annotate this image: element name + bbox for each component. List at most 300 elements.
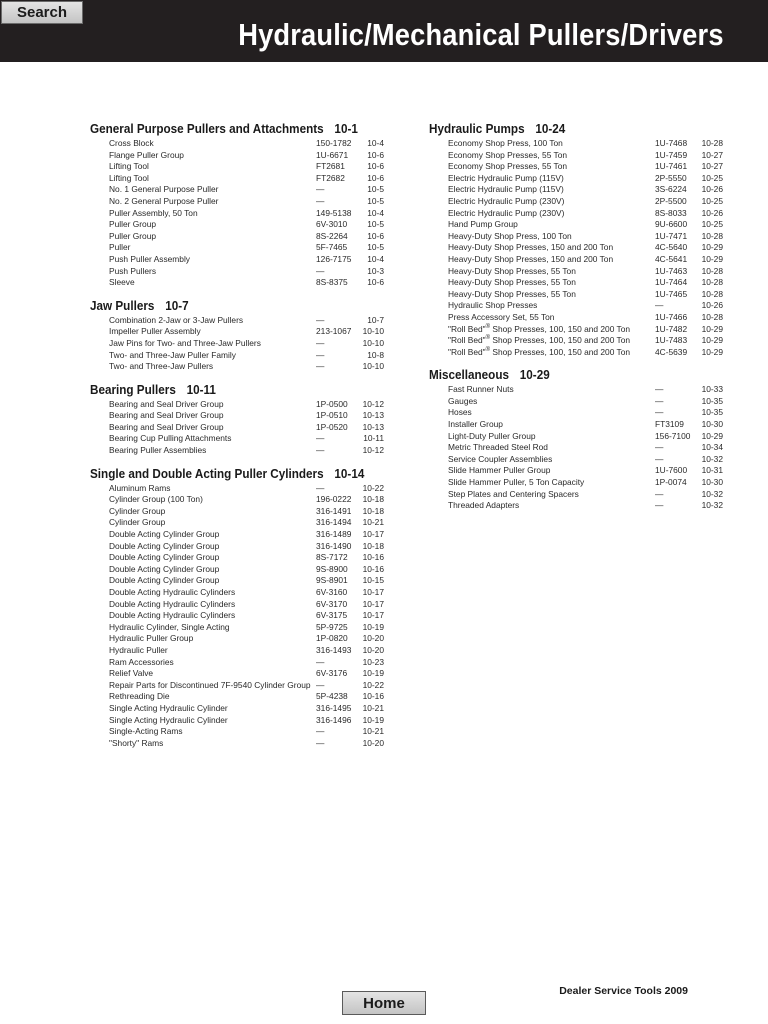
- item-page-ref[interactable]: 10-6: [367, 172, 384, 183]
- list-item[interactable]: [90, 350, 384, 362]
- section-items: [429, 138, 729, 358]
- item-part-number: 150-1782: [316, 138, 352, 148]
- item-page-ref[interactable]: 10-22: [362, 482, 384, 493]
- list-item[interactable]: [90, 361, 384, 373]
- item-name: Push Pullers: [109, 265, 157, 276]
- item-page-ref[interactable]: 10-13: [362, 410, 384, 421]
- item-name: Lifting Tool: [109, 161, 149, 172]
- item-page-ref[interactable]: 10-23: [362, 656, 384, 667]
- section-page-ref[interactable]: 10-29: [519, 367, 550, 383]
- item-name: Double Acting Cylinder Group: [109, 563, 220, 574]
- list-item[interactable]: [90, 483, 384, 495]
- item-page-ref[interactable]: 10-28: [701, 277, 723, 288]
- item-name: "Shorty" Rams: [109, 737, 164, 748]
- item-name: Economy Shop Presses, 55 Ton: [448, 149, 568, 160]
- item-part-number: —: [655, 407, 664, 418]
- list-item[interactable]: [429, 500, 723, 512]
- item-part-number: 8S-8033: [655, 207, 687, 218]
- list-item[interactable]: [90, 161, 384, 173]
- item-page-ref[interactable]: 10-22: [362, 679, 384, 690]
- item-name: Double Acting Hydraulic Cylinders: [109, 598, 236, 609]
- item-part-number: —: [316, 445, 325, 456]
- item-name: Cylinder Group: [109, 505, 166, 516]
- list-item[interactable]: [90, 517, 384, 529]
- item-name: Cross Block: [109, 138, 154, 148]
- item-part-number: 6V-3175: [316, 610, 348, 621]
- item-page-ref[interactable]: 10-29: [701, 335, 723, 346]
- item-page-ref[interactable]: 10-33: [701, 384, 723, 395]
- item-part-number: 4C-5640: [655, 242, 688, 253]
- item-name: Electric Hydraulic Pump (115V): [448, 184, 564, 195]
- item-part-number: 1U-7461: [655, 161, 688, 172]
- item-name: "Roll Bed"® Shop Presses, 100, 150 and 200 Ton: [448, 335, 631, 346]
- item-page-ref[interactable]: 10-17: [362, 587, 384, 597]
- list-item[interactable]: [90, 208, 384, 220]
- item-page-ref[interactable]: 10-4: [367, 253, 384, 264]
- item-name: Heavy-Duty Shop Presses, 150 and 200 Ton: [448, 253, 614, 264]
- item-name: Puller Assembly, 50 Ton: [109, 207, 198, 218]
- item-page-ref[interactable]: 10-30: [701, 477, 723, 488]
- item-part-number: 149-5138: [316, 207, 352, 218]
- item-part-number: 156-7100: [655, 430, 691, 441]
- item-part-number: —: [316, 679, 325, 690]
- list-item[interactable]: [90, 703, 384, 715]
- item-name: Press Accessory Set, 55 Ton: [448, 311, 555, 322]
- list-item[interactable]: [429, 324, 723, 336]
- item-page-ref[interactable]: 10-29: [701, 242, 723, 253]
- item-name: Cylinder Group (100 Ton): [109, 494, 203, 505]
- list-item[interactable]: [429, 407, 723, 419]
- list-item[interactable]: [90, 266, 384, 278]
- item-page-ref[interactable]: 10-19: [362, 668, 384, 679]
- item-name: Jaw Pins for Two- and Three-Jaw Pullers: [109, 337, 261, 348]
- item-page-ref[interactable]: 10-3: [367, 265, 384, 276]
- section-title: Single and Double Acting Puller Cylinders: [90, 465, 324, 481]
- item-page-ref[interactable]: 10-21: [362, 726, 384, 737]
- item-part-number: FT3109: [655, 419, 684, 430]
- list-item[interactable]: [429, 347, 723, 359]
- item-name: Single-Acting Rams: [109, 726, 183, 737]
- item-page-ref[interactable]: 10-11: [363, 433, 384, 444]
- footer-label: Dealer Service Tools 2009: [559, 985, 688, 997]
- item-page-ref[interactable]: 10-6: [367, 277, 384, 288]
- item-part-number: 3S-6224: [655, 184, 687, 195]
- item-page-ref[interactable]: 10-5: [367, 219, 384, 230]
- item-part-number: 1U-7471: [655, 230, 688, 241]
- list-item[interactable]: [90, 610, 384, 622]
- item-name: Aluminum Rams: [109, 482, 171, 493]
- section-miscellaneous: [429, 367, 729, 512]
- item-name: Hydraulic Cylinder, Single Acting: [109, 621, 230, 632]
- item-page-ref[interactable]: 10-8: [367, 349, 384, 360]
- item-part-number: 2P-5550: [655, 172, 687, 183]
- item-name: Heavy-Duty Shop Press, 100 Ton: [448, 230, 572, 241]
- list-item[interactable]: [90, 277, 384, 289]
- section-page-ref[interactable]: 10-24: [535, 121, 566, 136]
- item-part-number: 316-1495: [316, 702, 352, 713]
- section-title: Bearing Pullers: [90, 381, 176, 397]
- item-page-ref[interactable]: 10-27: [701, 161, 723, 172]
- item-part-number: —: [316, 656, 325, 667]
- item-name: Slide Hammer Puller, 5 Ton Capacity: [448, 477, 585, 488]
- item-part-number: 8S-8375: [316, 277, 348, 288]
- item-part-number: 1U-7466: [655, 311, 688, 322]
- item-page-ref[interactable]: 10-17: [362, 598, 384, 609]
- list-item[interactable]: [90, 173, 384, 185]
- list-item[interactable]: [90, 633, 384, 645]
- item-part-number: 1P-0520: [316, 421, 348, 432]
- list-item[interactable]: [429, 138, 723, 150]
- item-part-number: FT2682: [316, 172, 345, 183]
- section-page-ref[interactable]: 10-14: [334, 465, 365, 481]
- item-name: Single Acting Hydraulic Cylinder: [109, 714, 228, 725]
- item-part-number: 1U-7600: [655, 465, 688, 476]
- item-part-number: —: [316, 265, 325, 276]
- list-item[interactable]: [429, 289, 723, 301]
- item-part-number: 1U-7468: [655, 138, 688, 148]
- item-page-ref[interactable]: 10-28: [701, 265, 723, 276]
- list-item[interactable]: [90, 242, 384, 254]
- item-page-ref[interactable]: 10-20: [362, 737, 384, 748]
- item-page-ref[interactable]: 10-16: [362, 691, 384, 702]
- item-part-number: —: [316, 184, 325, 195]
- section-general-purpose-pullers-and-attachments: [90, 121, 390, 289]
- item-page-ref[interactable]: 10-29: [701, 253, 723, 264]
- item-part-number: —: [655, 442, 664, 453]
- item-part-number: 1P-0500: [316, 398, 348, 409]
- item-page-ref[interactable]: 10-17: [362, 610, 384, 621]
- list-item[interactable]: [429, 173, 723, 185]
- item-part-number: —: [655, 300, 664, 311]
- item-page-ref[interactable]: 10-6: [367, 149, 384, 160]
- item-page-ref[interactable]: 10-25: [701, 195, 723, 206]
- section-heading: [90, 465, 365, 482]
- item-part-number: 6V-3176: [316, 668, 348, 679]
- item-name: Metric Threaded Steel Rod: [448, 442, 548, 453]
- item-name: Double Acting Hydraulic Cylinders: [109, 610, 236, 621]
- item-part-number: 8S-7172: [316, 552, 348, 563]
- item-page-ref[interactable]: 10-7: [367, 314, 384, 325]
- item-part-number: 1U-7482: [655, 323, 688, 334]
- item-part-number: 5P-9725: [316, 621, 348, 632]
- item-part-number: 213-1067: [316, 326, 352, 337]
- list-item[interactable]: [90, 645, 384, 657]
- list-item[interactable]: [90, 494, 384, 506]
- item-name: Electric Hydraulic Pump (230V): [448, 195, 565, 206]
- item-part-number: —: [316, 433, 325, 444]
- list-item[interactable]: [429, 312, 723, 324]
- item-page-ref[interactable]: 10-10: [362, 361, 384, 372]
- item-page-ref[interactable]: 10-17: [362, 529, 384, 540]
- item-page-ref[interactable]: 10-12: [362, 445, 384, 456]
- list-item[interactable]: [90, 196, 384, 208]
- list-item[interactable]: [429, 477, 723, 489]
- list-item[interactable]: [90, 231, 384, 243]
- list-item[interactable]: [429, 489, 723, 501]
- item-part-number: 1U-7483: [655, 335, 688, 346]
- item-page-ref[interactable]: 10-5: [367, 195, 384, 206]
- section-heading: [429, 367, 699, 383]
- list-item[interactable]: [90, 622, 384, 634]
- item-part-number: 6V-3160: [316, 587, 348, 597]
- item-page-ref[interactable]: 10-16: [362, 552, 384, 563]
- item-page-ref[interactable]: 10-20: [362, 644, 384, 655]
- item-name: No. 1 General Purpose Puller: [109, 184, 219, 195]
- section-items: [90, 315, 390, 373]
- item-name: Heavy-Duty Shop Presses, 55 Ton: [448, 277, 576, 288]
- item-page-ref[interactable]: 10-29: [701, 430, 723, 441]
- item-name: Economy Shop Press, 100 Ton: [448, 138, 563, 148]
- item-name: Flange Puller Group: [109, 149, 184, 160]
- list-item[interactable]: [90, 668, 384, 680]
- list-item[interactable]: [429, 419, 723, 431]
- item-page-ref[interactable]: 10-32: [701, 453, 723, 464]
- item-name: Repair Parts for Discontinued 7F-9540 Cylinder Group: [109, 679, 311, 690]
- item-page-ref[interactable]: 10-32: [701, 500, 723, 511]
- item-part-number: 6V-3170: [316, 598, 348, 609]
- item-page-ref[interactable]: 10-4: [367, 207, 384, 218]
- search-button[interactable]: Search: [1, 1, 83, 24]
- item-page-ref[interactable]: 10-15: [362, 575, 384, 586]
- item-part-number: 196-0222: [316, 494, 352, 505]
- item-name: Hand Pump Group: [448, 219, 518, 230]
- item-part-number: —: [316, 726, 325, 737]
- list-item[interactable]: [90, 326, 384, 338]
- item-name: Combination 2-Jaw or 3-Jaw Pullers: [109, 314, 244, 325]
- item-name: Economy Shop Presses, 55 Ton: [448, 161, 568, 172]
- list-item[interactable]: [90, 410, 384, 422]
- item-part-number: 5F-7465: [316, 242, 348, 253]
- item-name: Gauges: [448, 395, 478, 406]
- item-name: No. 2 General Purpose Puller: [109, 195, 219, 206]
- item-name: Two- and Three-Jaw Pullers: [109, 361, 214, 372]
- item-page-ref[interactable]: 10-21: [362, 702, 384, 713]
- item-page-ref[interactable]: 10-20: [362, 633, 384, 644]
- section-page-ref[interactable]: 10-1: [334, 121, 358, 136]
- list-item[interactable]: [429, 242, 723, 254]
- item-name: Heavy-Duty Shop Presses, 55 Ton: [448, 288, 576, 299]
- item-name: Puller: [109, 242, 131, 253]
- list-item[interactable]: [429, 184, 723, 196]
- list-item[interactable]: [90, 587, 384, 599]
- list-item[interactable]: [90, 138, 384, 150]
- item-page-ref[interactable]: 10-28: [701, 230, 723, 241]
- list-item[interactable]: [429, 150, 723, 162]
- section-bearing-pullers: [90, 382, 390, 457]
- list-item[interactable]: [90, 552, 384, 564]
- list-item[interactable]: [429, 196, 723, 208]
- section-hydraulic-pumps: [429, 121, 729, 358]
- item-page-ref[interactable]: 10-19: [362, 621, 384, 632]
- item-page-ref[interactable]: 10-13: [362, 421, 384, 432]
- list-item[interactable]: [429, 442, 723, 454]
- item-part-number: —: [316, 337, 325, 348]
- section-heading: [90, 121, 360, 137]
- item-page-ref[interactable]: 10-26: [701, 207, 723, 218]
- item-name: Slide Hammer Puller Group: [448, 465, 551, 476]
- item-name: Impeller Puller Assembly: [109, 326, 201, 337]
- section-heading: [429, 121, 699, 137]
- item-page-ref[interactable]: 10-29: [701, 323, 723, 334]
- list-item[interactable]: [90, 680, 384, 692]
- item-page-ref[interactable]: 10-28: [701, 138, 723, 148]
- section-items: [90, 483, 390, 750]
- item-part-number: —: [655, 384, 664, 395]
- list-item[interactable]: [429, 254, 723, 266]
- list-item[interactable]: [429, 266, 723, 278]
- item-page-ref[interactable]: 10-16: [362, 563, 384, 574]
- item-page-ref[interactable]: 10-4: [367, 138, 384, 148]
- item-page-ref[interactable]: 10-35: [701, 407, 723, 418]
- item-page-ref[interactable]: 10-18: [362, 540, 384, 551]
- item-part-number: 1U-7463: [655, 265, 688, 276]
- item-part-number: 316-1489: [316, 529, 352, 540]
- item-part-number: 1U-7465: [655, 288, 688, 299]
- list-item[interactable]: [90, 219, 384, 231]
- item-part-number: —: [655, 453, 664, 464]
- list-item[interactable]: [429, 431, 723, 443]
- list-item[interactable]: [90, 529, 384, 541]
- item-name: Cylinder Group: [109, 517, 166, 528]
- item-page-ref[interactable]: 10-30: [701, 419, 723, 430]
- list-item[interactable]: [90, 254, 384, 266]
- list-item[interactable]: [429, 161, 723, 173]
- item-page-ref[interactable]: 10-25: [701, 172, 723, 183]
- section-heading: [90, 382, 360, 398]
- item-part-number: 4C-5641: [655, 253, 688, 264]
- item-page-ref[interactable]: 10-10: [362, 326, 384, 337]
- item-name: "Roll Bed"® Shop Presses, 100, 150 and 200 Ton: [448, 346, 631, 357]
- section-page-ref[interactable]: 10-7: [165, 297, 189, 313]
- item-part-number: —: [316, 737, 325, 748]
- item-part-number: 9U-6600: [655, 219, 688, 230]
- section-title: Miscellaneous: [429, 367, 509, 383]
- list-item[interactable]: [90, 726, 384, 738]
- item-page-ref[interactable]: 10-5: [367, 242, 384, 253]
- item-page-ref[interactable]: 10-25: [701, 219, 723, 230]
- item-page-ref[interactable]: 10-29: [701, 346, 723, 357]
- item-part-number: 2P-5500: [655, 195, 687, 206]
- item-name: Relief Valve: [109, 668, 154, 679]
- list-item[interactable]: [90, 338, 384, 350]
- item-part-number: 1U-7464: [655, 277, 688, 288]
- item-page-ref[interactable]: 10-27: [701, 149, 723, 160]
- list-item[interactable]: [90, 150, 384, 162]
- left-column: [90, 121, 390, 758]
- item-name: Hydraulic Puller: [109, 644, 168, 655]
- item-part-number: 9S-8901: [316, 575, 348, 586]
- item-part-number: 1U-7459: [655, 149, 688, 160]
- item-part-number: —: [316, 482, 325, 493]
- item-page-ref[interactable]: 10-28: [701, 311, 723, 322]
- list-item[interactable]: [429, 335, 723, 347]
- list-item[interactable]: [90, 738, 384, 750]
- item-page-ref[interactable]: 10-6: [367, 230, 384, 241]
- item-name: Hydraulic Shop Presses: [448, 300, 538, 311]
- item-part-number: —: [316, 349, 325, 360]
- item-name: Rethreading Die: [109, 691, 170, 702]
- item-page-ref[interactable]: 10-21: [362, 517, 384, 528]
- item-page-ref[interactable]: 10-5: [367, 184, 384, 195]
- item-name: Heavy-Duty Shop Presses, 55 Ton: [448, 265, 576, 276]
- item-page-ref[interactable]: 10-18: [362, 505, 384, 516]
- item-part-number: 1P-0074: [655, 477, 687, 488]
- list-item[interactable]: [429, 454, 723, 466]
- item-name: Threaded Adapters: [448, 500, 520, 511]
- list-item[interactable]: [90, 433, 384, 445]
- list-item[interactable]: [90, 691, 384, 703]
- list-item[interactable]: [90, 184, 384, 196]
- item-page-ref[interactable]: 10-6: [367, 161, 384, 172]
- list-item[interactable]: [429, 208, 723, 220]
- item-page-ref[interactable]: 10-28: [701, 288, 723, 299]
- item-page-ref[interactable]: 10-18: [362, 494, 384, 505]
- list-item[interactable]: [429, 465, 723, 477]
- item-name: Single Acting Hydraulic Cylinder: [109, 702, 228, 713]
- list-item[interactable]: [90, 506, 384, 518]
- item-page-ref[interactable]: 10-32: [701, 488, 723, 499]
- item-name: Bearing and Seal Driver Group: [109, 410, 224, 421]
- list-item[interactable]: [90, 715, 384, 727]
- list-item[interactable]: [90, 575, 384, 587]
- item-name: Ram Accessories: [109, 656, 174, 667]
- item-part-number: FT2681: [316, 161, 345, 172]
- item-part-number: —: [316, 195, 325, 206]
- item-name: Sleeve: [109, 277, 135, 288]
- item-part-number: 316-1496: [316, 714, 352, 725]
- item-name: Bearing and Seal Driver Group: [109, 398, 224, 409]
- item-name: Hoses: [448, 407, 472, 418]
- list-item[interactable]: [90, 399, 384, 411]
- item-part-number: 6V-3010: [316, 219, 348, 230]
- list-item[interactable]: [90, 541, 384, 553]
- list-item[interactable]: [429, 231, 723, 243]
- item-part-number: 9S-8900: [316, 563, 348, 574]
- section-items: [429, 384, 729, 512]
- list-item[interactable]: [90, 445, 384, 457]
- item-page-ref[interactable]: 10-19: [362, 714, 384, 725]
- list-item[interactable]: [429, 384, 723, 396]
- home-button[interactable]: Home: [342, 991, 426, 1015]
- list-item[interactable]: [429, 396, 723, 408]
- item-page-ref[interactable]: 10-26: [701, 300, 723, 311]
- list-item[interactable]: [90, 315, 384, 327]
- item-page-ref[interactable]: 10-26: [701, 184, 723, 195]
- item-page-ref[interactable]: 10-34: [701, 442, 723, 453]
- item-part-number: —: [316, 314, 325, 325]
- item-page-ref[interactable]: 10-10: [362, 337, 384, 348]
- item-name: Heavy-Duty Shop Presses, 150 and 200 Ton: [448, 242, 614, 253]
- list-item[interactable]: [429, 300, 723, 312]
- item-name: Two- and Three-Jaw Puller Family: [109, 349, 236, 360]
- item-name: Double Acting Cylinder Group: [109, 529, 220, 540]
- item-name: Lifting Tool: [109, 172, 149, 183]
- item-part-number: 316-1493: [316, 644, 352, 655]
- item-page-ref[interactable]: 10-12: [362, 398, 384, 409]
- item-page-ref[interactable]: 10-31: [701, 465, 723, 476]
- item-page-ref[interactable]: 10-35: [701, 395, 723, 406]
- list-item[interactable]: [90, 599, 384, 611]
- list-item[interactable]: [90, 657, 384, 669]
- section-page-ref[interactable]: 10-11: [186, 381, 216, 397]
- list-item[interactable]: [429, 277, 723, 289]
- list-item[interactable]: [90, 564, 384, 576]
- item-name: Bearing Puller Assemblies: [109, 445, 207, 456]
- list-item[interactable]: [90, 422, 384, 434]
- list-item[interactable]: [429, 219, 723, 231]
- item-part-number: 8S-2264: [316, 230, 348, 241]
- item-part-number: 1U-6671: [316, 149, 349, 160]
